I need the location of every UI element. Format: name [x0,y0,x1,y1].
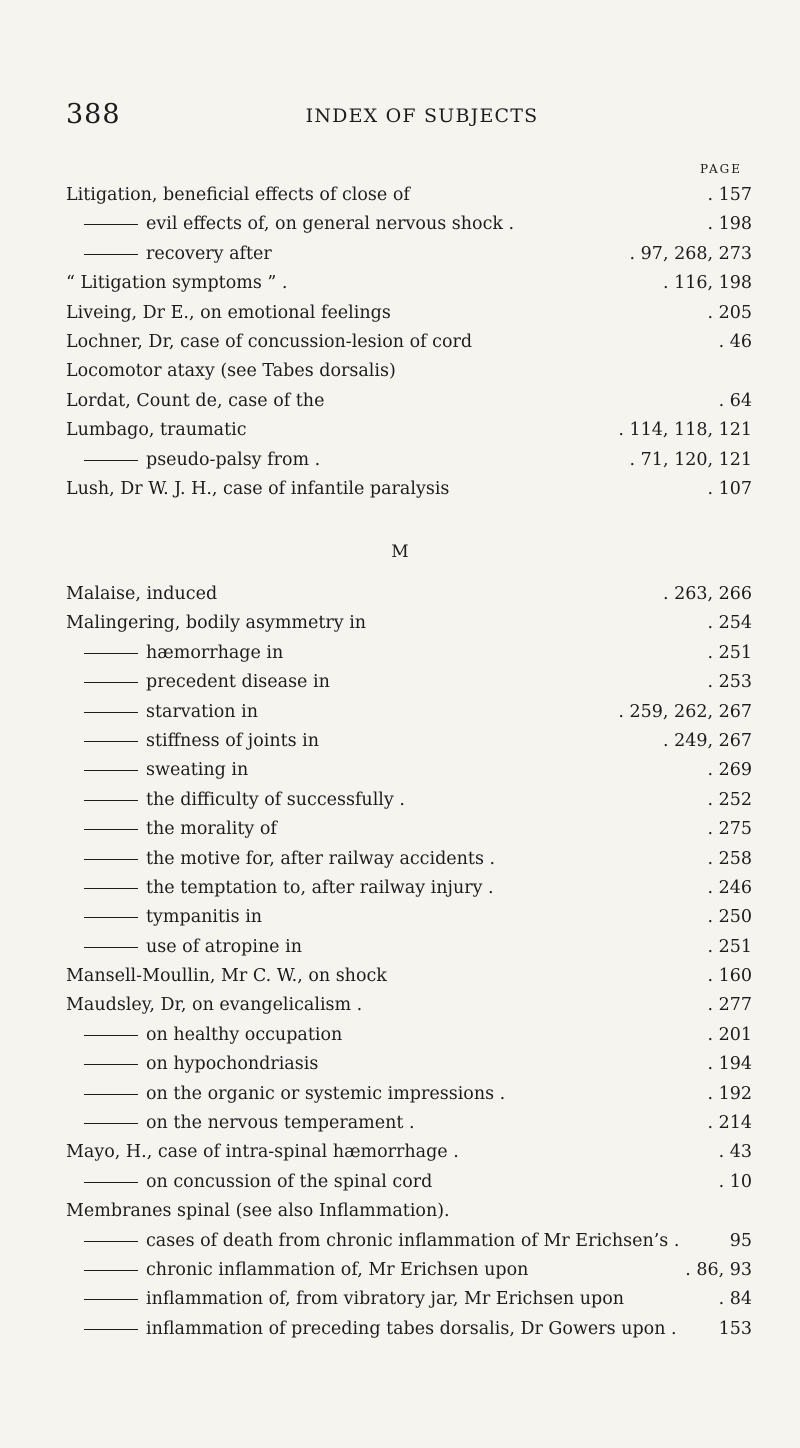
entry-pages: . 277 [707,995,752,1016]
index-entry [0,668,800,697]
entry-pages: 95 [729,1230,752,1251]
index-entry [0,580,800,609]
entry-term [66,962,387,991]
entry-text: use of atropine in [146,936,302,957]
entry-term [66,609,366,638]
entry-text: Malaise, induced [66,584,218,604]
index-section-m [0,580,800,1344]
page-column-label: PAGE [700,162,742,176]
index-entry [0,609,800,638]
entry-term [84,1109,415,1138]
entry-text: Mansell-Moullin, Mr C. W., on shock [66,966,387,987]
index-entry [0,756,800,785]
index-entry [0,1197,800,1226]
entry-term [84,668,330,697]
entry-text: Maudsley, Dr, on evangelicalism . [66,995,363,1016]
entry-term [84,903,262,932]
ditto-rule [84,224,138,225]
entry-text: the difficulty of successfully . [146,789,405,810]
ditto-rule [84,770,138,771]
index-entry [0,1227,800,1256]
index-entry [0,181,800,210]
index-entry [0,1256,800,1285]
entry-term [66,475,449,504]
index-entry [0,1080,800,1109]
entry-pages: . 160 [707,966,752,987]
index-entry [0,1138,800,1167]
entry-term [66,580,217,609]
index-entry [0,1050,800,1079]
entry-pages: . 251 [707,936,752,957]
ditto-rule [84,741,138,742]
index-entry [0,357,800,386]
entry-term [84,874,494,903]
index-entry [0,962,800,991]
entry-text: the motive for, after railway accidents . [146,848,496,869]
entry-term [84,1315,677,1344]
entry-pages: 153 [718,1318,752,1339]
entry-text: precedent disease in [146,672,330,693]
entry-text: Lordat, Count de, case of the [66,390,325,411]
ditto-rule [84,1123,138,1124]
index-entry [0,786,800,815]
index-entry [0,874,800,903]
ditto-rule [84,460,138,461]
entry-pages: . 269 [707,760,752,781]
entry-pages: . 10 [718,1171,752,1192]
ditto-rule [84,859,138,860]
ditto-rule [84,888,138,889]
ditto-rule [84,1182,138,1183]
entry-pages: . 258 [707,848,752,869]
entry-pages: . 192 [707,1083,752,1104]
entry-term [66,1138,459,1167]
entry-pages: . 46 [718,331,752,352]
entry-pages: . 249, 267 [662,730,752,751]
index-entry [0,698,800,727]
entry-text: on the organic or systemic impressions . [146,1083,506,1104]
entry-text: Lush, Dr W. J. H., case of infantile paralysis [66,478,450,499]
index-entry [0,387,800,416]
entry-text: evil effects of, on general nervous shock . [146,214,515,235]
entry-term [84,1285,624,1314]
entry-text: tympanitis in [146,907,263,928]
ditto-rule [84,1035,138,1036]
entry-text: Litigation, beneficial effects of close of [66,185,410,205]
entry-pages: . 201 [707,1024,752,1045]
entry-term [84,1168,432,1197]
entry-text: stiffness of joints in [146,730,320,751]
entry-text: cases of death from chronic inflammation of Mr Erichsen’s . [146,1230,680,1251]
entry-pages: . 116, 198 [662,273,752,294]
index-entry [0,416,800,445]
entry-text: Lochner, Dr, case of concussion-lesion of cord [66,331,473,352]
entry-term [84,1256,528,1285]
index-entry [0,1168,800,1197]
entry-text: inflammation of preceding tabes dorsalis, Dr Gowers upon . [146,1318,677,1339]
entry-term [84,756,248,785]
entry-text: Mayo, H., case of intra-spinal hæmorrhage . [66,1142,459,1163]
entry-text: Malingering, bodily asymmetry in [66,613,367,634]
entry-term [66,1197,450,1226]
ditto-rule [84,829,138,830]
entry-pages: . 194 [707,1054,752,1075]
entry-text: pseudo-palsy from . [146,449,321,470]
entry-pages: . 43 [718,1142,752,1163]
index-entry [0,815,800,844]
ditto-rule [84,800,138,801]
index-section-l [0,181,800,504]
entry-term [84,845,495,874]
entry-term [66,299,391,328]
entry-text: Locomotor ataxy (see Tabes dorsalis) [66,361,396,382]
index-entry [0,475,800,504]
index-entry [0,1109,800,1138]
entry-pages: . 214 [707,1113,752,1134]
index-entry [0,328,800,357]
ditto-rule [84,254,138,255]
entry-term [84,698,258,727]
ditto-rule [84,917,138,918]
index-entry [0,299,800,328]
entry-pages: . 254 [707,613,752,634]
entry-pages: . 252 [707,789,752,810]
entry-text: on healthy occupation [146,1024,343,1045]
entry-pages: . 84 [718,1289,752,1310]
ditto-rule [84,712,138,713]
ditto-rule [84,1299,138,1300]
entry-text: Membranes spinal (see also Inflammation). [66,1201,450,1222]
entry-pages: . 263, 266 [662,584,752,604]
entry-pages: . 251 [707,642,752,663]
entry-pages: . 86, 93 [685,1259,752,1280]
entry-pages: . 64 [718,390,752,411]
index-entry [0,1021,800,1050]
entry-text: hæmorrhage in [146,642,284,663]
entry-term [84,933,302,962]
entry-pages: . 157 [707,185,752,205]
entry-text: on hypochondriasis [146,1054,319,1075]
entry-pages: . 205 [707,302,752,323]
entry-text: the morality of [146,819,277,840]
entry-text: inflammation of, from vibratory jar, Mr Erichsen upon [146,1289,625,1310]
ditto-rule [84,1064,138,1065]
ditto-rule [84,1241,138,1242]
entry-pages: . 107 [707,478,752,499]
index-entry [0,240,800,269]
index-entry [0,446,800,475]
index-entry [0,991,800,1020]
section-letter-m: M [391,542,409,562]
index-entry [0,1285,800,1314]
entry-text: Liveing, Dr E., on emotional feelings [66,302,391,323]
ditto-rule [84,653,138,654]
entry-text: chronic inflammation of, Mr Erichsen upon [146,1259,529,1280]
ditto-rule [84,682,138,683]
entry-term [66,416,247,445]
running-title: INDEX OF SUBJECTS [305,105,539,127]
entry-term [66,357,396,386]
entry-term [84,1227,679,1256]
entry-text: Lumbago, traumatic [66,420,247,441]
entry-term [84,1050,318,1079]
entry-text: on concussion of the spinal cord [146,1171,433,1192]
entry-text: recovery after [146,243,272,264]
ditto-rule [84,1270,138,1271]
index-entry [0,903,800,932]
entry-text: the temptation to, after railway injury . [146,877,494,898]
entry-term [66,328,472,357]
entry-pages: . 250 [707,907,752,928]
entry-term [84,639,283,668]
index-entry [0,933,800,962]
entry-pages: . 114, 118, 121 [618,420,752,441]
entry-term [66,181,410,210]
ditto-rule [84,1329,138,1330]
entry-text: sweating in [146,760,249,781]
entry-text: starvation in [146,701,258,722]
entry-pages: . 198 [707,214,752,235]
entry-term [66,991,362,1020]
entry-term [84,210,514,239]
entry-term [84,727,319,756]
index-entry [0,1315,800,1344]
index-entry [0,845,800,874]
entry-pages: . 253 [707,672,752,693]
entry-term [84,1080,505,1109]
index-entry [0,727,800,756]
entry-term [66,387,324,416]
entry-pages: . 259, 262, 267 [618,701,752,722]
entry-term [84,240,272,269]
entry-term [84,815,277,844]
entry-text: “ Litigation symptoms ” . [66,273,288,294]
entry-pages: . 71, 120, 121 [629,449,752,470]
index-entry [0,269,800,298]
entry-pages: . 275 [707,819,752,840]
ditto-rule [84,947,138,948]
entry-term [84,446,320,475]
entry-pages: . 246 [707,877,752,898]
index-entry [0,210,800,239]
entry-term [84,1021,342,1050]
ditto-rule [84,1094,138,1095]
entry-term [66,269,287,298]
page-number: 388 [66,99,121,130]
entry-term [84,786,405,815]
index-entry [0,639,800,668]
entry-text: on the nervous temperament . [146,1113,415,1134]
entry-pages: . 97, 268, 273 [629,243,752,264]
